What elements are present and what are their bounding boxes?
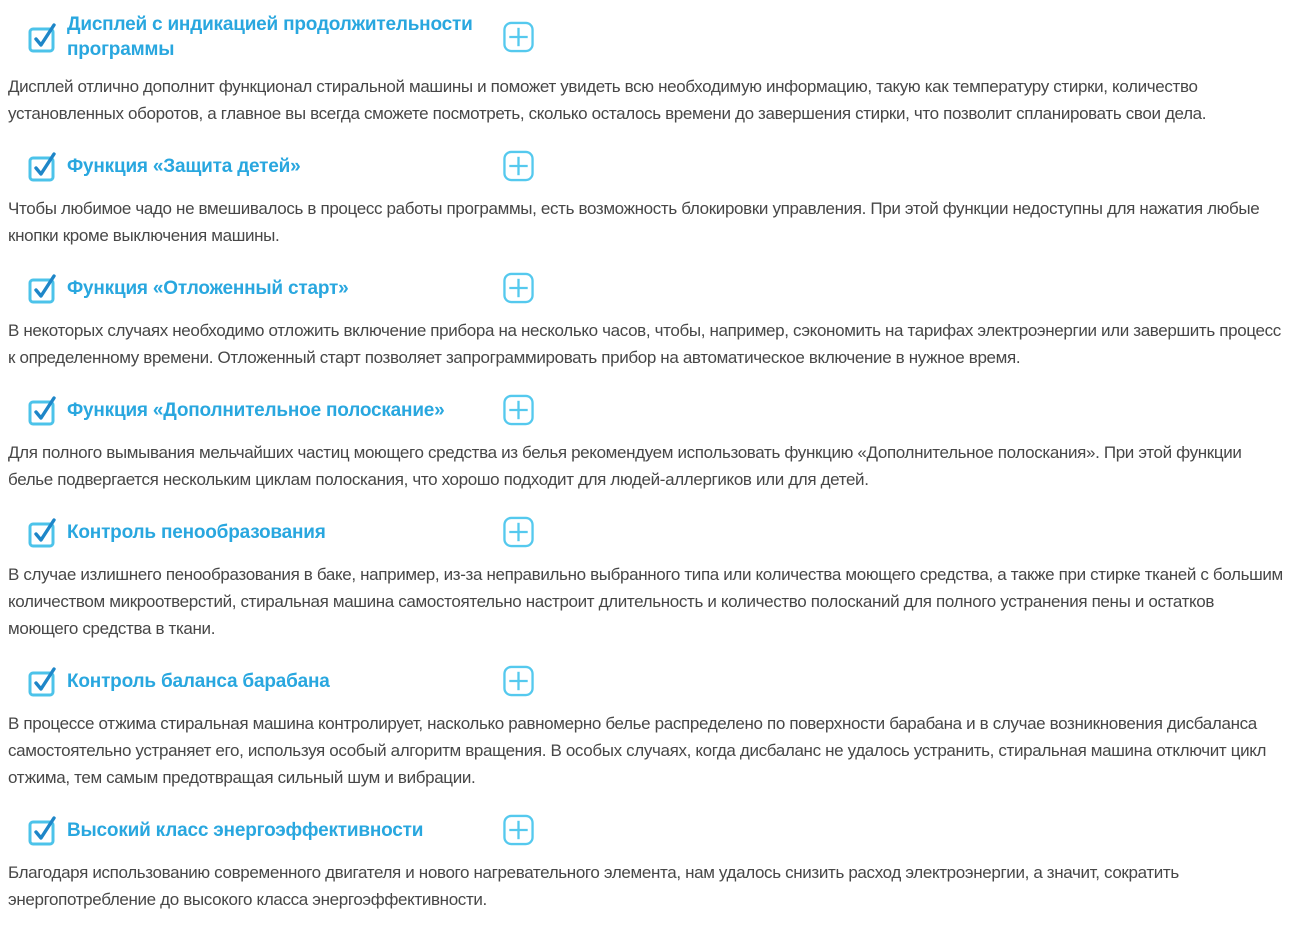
feature-title[interactable]: Функция «Защита детей» (67, 155, 301, 177)
feature-section (8, 148, 1283, 249)
checkbox-checked-icon (27, 393, 59, 427)
checkbox-checked-icon (27, 664, 59, 698)
feature-title[interactable]: Высокий класс энергоэффективности (67, 819, 424, 841)
feature-section (8, 812, 1283, 913)
feature-section (8, 663, 1283, 791)
feature-description: Благодаря использованию современного двигателя и нового нагревательного элемента, нам удалось снизить расход электроэнергии, а значит, сократить энергопотребление до высокого класса энергоэффективности. (8, 863, 1179, 910)
checkbox-checked-icon (27, 271, 59, 305)
feature-section (8, 514, 1283, 642)
feature-section (8, 392, 1283, 493)
feature-title[interactable]: Контроль баланса барабана (67, 670, 330, 692)
feature-title[interactable]: Дисплей с индикацией продолжительности программы (67, 14, 473, 61)
feature-header (8, 812, 1283, 848)
expand-plus-icon[interactable] (503, 666, 534, 697)
checkbox-checked-icon (27, 149, 59, 183)
feature-section (8, 270, 1283, 371)
checkbox-checked-icon (27, 20, 59, 54)
feature-header (8, 12, 1283, 62)
feature-description: В некоторых случаях необходимо отложить включение прибора на несколько часов, чтобы, например, сэкономить на тарифах электроэнергии или завершить процесс к определенному времени. Отложенный старт позволяет запрограммировать прибор на автоматическое включение в нужное время. (8, 321, 1281, 368)
feature-header (8, 148, 1283, 184)
expand-plus-icon[interactable] (503, 273, 534, 304)
feature-header (8, 270, 1283, 306)
feature-title[interactable]: Функция «Дополнительное полоскание» (67, 399, 445, 421)
feature-description: Дисплей отлично дополнит функционал стиральной машины и поможет увидеть всю необходимую информацию, такую как температуру стирки, количество установленных оборотов, а главное вы всегда сможете посмотреть, сколько осталось времени до завершения стирки, что позволит спланировать свои дела. (8, 77, 1207, 124)
feature-section (8, 12, 1283, 127)
feature-header (8, 392, 1283, 428)
expand-plus-icon[interactable] (503, 151, 534, 182)
feature-description: В случае излишнего пенообразования в баке, например, из-за неправильно выбранного типа или количества моющего средства, а также при стирке тканей с большим количеством микроотверстий, стиральная машина самостоятельно настроит длительность и количество полосканий для полного устранения пены и остатков моющего средства в ткани. (8, 565, 1283, 639)
checkbox-checked-icon (27, 515, 59, 549)
feature-header (8, 663, 1283, 699)
feature-description: Для полного вымывания мельчайших частиц моющего средства из белья рекомендуем использовать функцию «Дополнительное полоскания». При этой функции белье подвергается нескольким циклам полоскания, что хорошо подходит для людей-аллергиков или для детей. (8, 443, 1242, 490)
checkbox-checked-icon (27, 813, 59, 847)
feature-title[interactable]: Функция «Отложенный старт» (67, 277, 349, 299)
feature-description: Чтобы любимое чадо не вмешивалось в процесс работы программы, есть возможность блокировки управления. При этой функции недоступны для нажатия любые кнопки кроме выключения машины. (8, 199, 1260, 246)
expand-plus-icon[interactable] (503, 815, 534, 846)
expand-plus-icon[interactable] (503, 22, 534, 53)
feature-header (8, 514, 1283, 550)
expand-plus-icon[interactable] (503, 517, 534, 548)
expand-plus-icon[interactable] (503, 395, 534, 426)
feature-description: В процессе отжима стиральная машина контролирует, насколько равномерно белье распределено по поверхности барабана и в случае возникновения дисбаланса самостоятельно устраняет его, используя особый алгоритм вращения. В особых случаях, когда дисбаланс не удалось устранить, стиральная машина отключит цикл отжима, тем самым предотвращая сильный шум и вибрации. (8, 714, 1267, 788)
feature-title[interactable]: Контроль пенообразования (67, 521, 326, 543)
